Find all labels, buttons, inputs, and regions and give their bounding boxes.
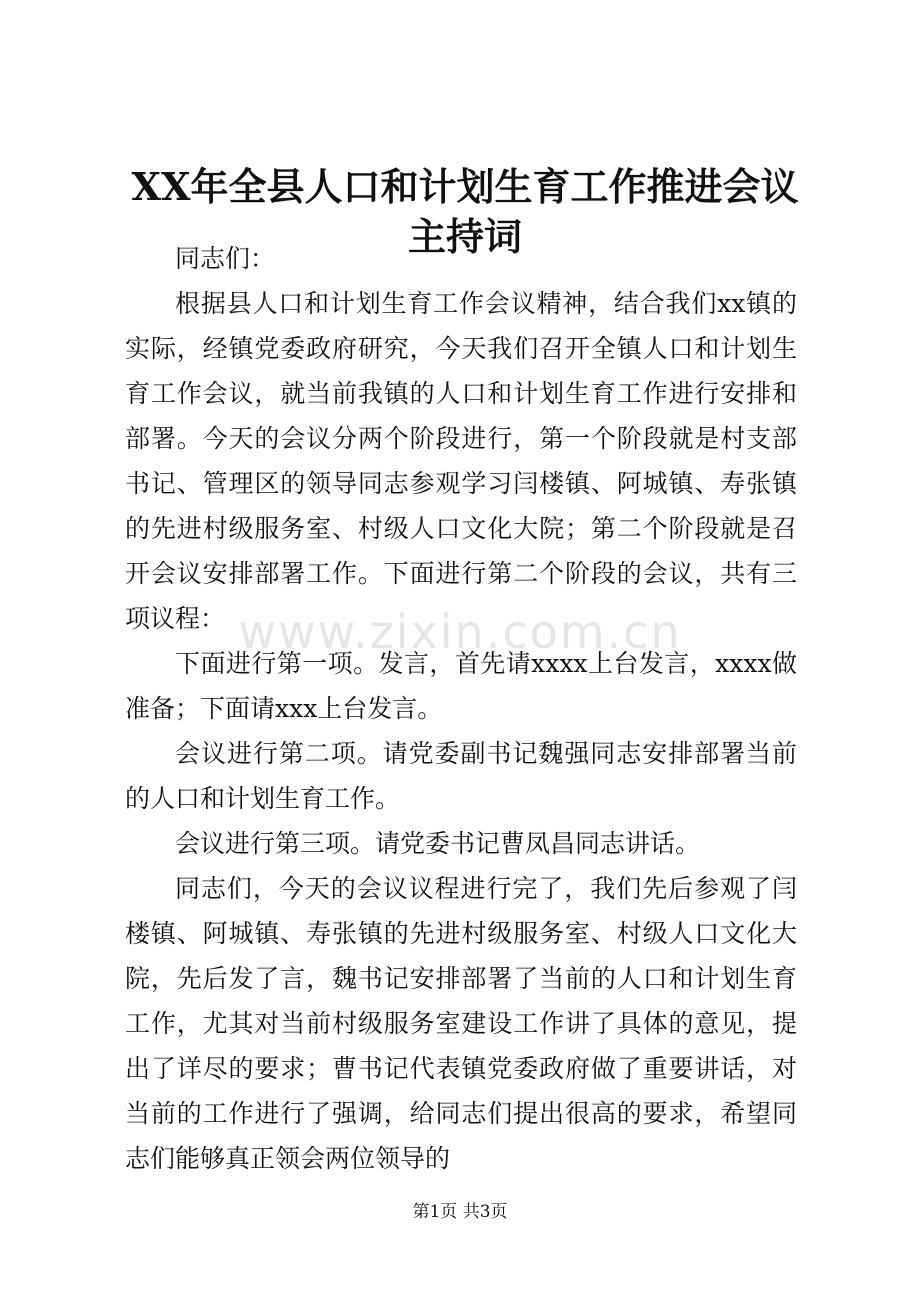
document-title: XX年全县人口和计划生育工作推进会议主持词 <box>131 164 799 259</box>
document-body <box>125 236 797 1181</box>
paragraph-greeting: 同志们： <box>175 244 276 273</box>
page-footer: 第1页 共3页 <box>412 1202 508 1222</box>
paragraph-item-3: 会议进行第三项。请党委书记曹凤昌同志讲话。 <box>175 829 701 858</box>
paragraph-item-2: 会议进行第二项。请党委副书记魏强同志安排部署当前的人口和计划生育工作。 <box>125 739 797 813</box>
paragraph-intro: 根据县人口和计划生育工作会议精神，结合我们xx镇的实际，经镇党委政府研究，今天我们召开全镇人口和计划生育工作会议，就当前我镇的人口和计划生育工作进行安排和部署。今天的会议分两个阶段进行，第一个阶段就是村支部书记、管理区的领导同志参观学习闫楼镇、阿城镇、寿张镇的先进村级服务室、村级人口文化大院；第二个阶段就是召开会议安排部署工作。下面进行第二个阶段的会议，共有三项议程： <box>125 289 797 633</box>
paragraph-item-1: 下面进行第一项。发言，首先请xxxx上台发言，xxxx做准备；下面请xxx上台发言。 <box>125 649 797 723</box>
watermark: www.zixin.com.cn <box>238 605 682 659</box>
paragraph-closing: 同志们，今天的会议议程进行完了，我们先后参观了闫楼镇、阿城镇、寿张镇的先进村级服务室、村级人口文化大院，先后发了言，魏书记安排部署了当前的人口和计划生育工作，尤其对当前村级服务室建设工作讲了具体的意见，提出了详尽的要求；曹书记代表镇党委政府做了重要讲话，对当前的工作进行了强调，给同志们提出很高的要求，希望同志们能够真正领会两位领导的 <box>125 874 797 1173</box>
